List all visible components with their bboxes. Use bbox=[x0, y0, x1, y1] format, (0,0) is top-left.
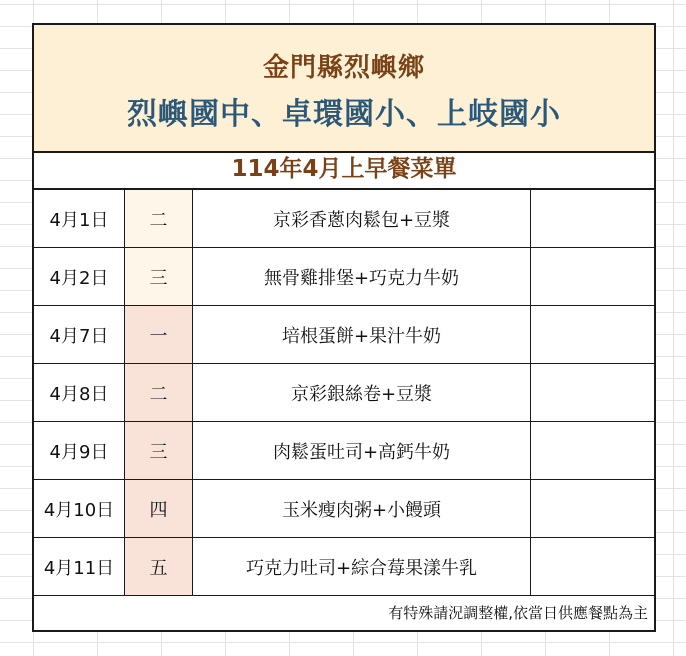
menu-cell[interactable]: 巧克力吐司+綜合莓果漾牛乳 bbox=[193, 538, 531, 595]
menu-cell[interactable]: 玉米瘦肉粥+小饅頭 bbox=[193, 480, 531, 537]
table-row bbox=[34, 422, 654, 480]
weekday-cell[interactable]: 三 bbox=[125, 422, 193, 479]
menu-cell[interactable]: 無骨雞排堡+巧克力牛奶 bbox=[193, 248, 531, 305]
table-row bbox=[34, 480, 654, 538]
note-cell[interactable] bbox=[531, 248, 654, 305]
date-cell[interactable]: 4月8日 bbox=[34, 364, 125, 421]
menu-cell[interactable]: 京彩銀絲卷+豆漿 bbox=[193, 364, 531, 421]
weekday-cell[interactable]: 二 bbox=[125, 190, 193, 247]
menu-subtitle: 114年4月上早餐菜單 bbox=[34, 151, 654, 190]
menu-sheet bbox=[32, 23, 656, 632]
menu-cell[interactable]: 肉鬆蛋吐司+高鈣牛奶 bbox=[193, 422, 531, 479]
note-cell[interactable] bbox=[531, 306, 654, 363]
date-cell[interactable]: 4月1日 bbox=[34, 190, 125, 247]
note-cell[interactable] bbox=[531, 480, 654, 537]
menu-table bbox=[34, 190, 654, 596]
weekday-cell[interactable]: 一 bbox=[125, 306, 193, 363]
note-cell[interactable] bbox=[531, 190, 654, 247]
date-cell[interactable]: 4月10日 bbox=[34, 480, 125, 537]
date-cell[interactable]: 4月2日 bbox=[34, 248, 125, 305]
menu-cell[interactable]: 培根蛋餅+果汁牛奶 bbox=[193, 306, 531, 363]
menu-cell[interactable]: 京彩香蔥肉鬆包+豆漿 bbox=[193, 190, 531, 247]
note-cell[interactable] bbox=[531, 364, 654, 421]
table-row bbox=[34, 538, 654, 596]
note-cell[interactable] bbox=[531, 538, 654, 595]
header-block bbox=[34, 25, 654, 153]
table-row bbox=[34, 190, 654, 248]
table-row bbox=[34, 364, 654, 422]
footer-note: 有特殊請況調整權,依當日供應餐點為主 bbox=[388, 604, 648, 622]
weekday-cell[interactable]: 三 bbox=[125, 248, 193, 305]
weekday-cell[interactable]: 二 bbox=[125, 364, 193, 421]
date-cell[interactable]: 4月7日 bbox=[34, 306, 125, 363]
table-row bbox=[34, 306, 654, 364]
table-row bbox=[34, 248, 654, 306]
schools-title: 烈嶼國中、卓環國小、上岐國小 bbox=[127, 97, 561, 132]
date-cell[interactable]: 4月11日 bbox=[34, 538, 125, 595]
weekday-cell[interactable]: 五 bbox=[125, 538, 193, 595]
county-title: 金門縣烈嶼鄉 bbox=[262, 53, 425, 83]
date-cell[interactable]: 4月9日 bbox=[34, 422, 125, 479]
note-cell[interactable] bbox=[531, 422, 654, 479]
weekday-cell[interactable]: 四 bbox=[125, 480, 193, 537]
